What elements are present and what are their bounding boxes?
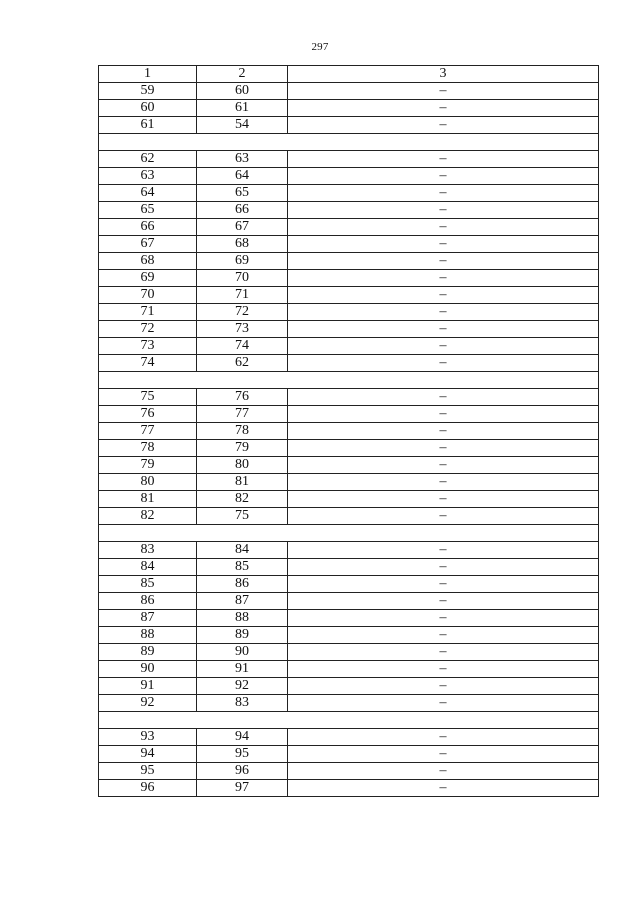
- table-row: [99, 287, 599, 304]
- table-cell-col-2: 74: [197, 338, 288, 355]
- table-cell-col-2: 65: [197, 185, 288, 202]
- table-cell-col-1: 78: [99, 440, 197, 457]
- table-cell-col-2: 67: [197, 219, 288, 236]
- table-cell-col-3: –: [288, 491, 599, 508]
- table-cell-col-1: 61: [99, 117, 197, 134]
- table-row: [99, 746, 599, 763]
- table-cell-col-2: 91: [197, 661, 288, 678]
- table-cell-col-1: 91: [99, 678, 197, 695]
- header-cell-1: 1: [99, 66, 197, 83]
- table-cell-col-1: 60: [99, 100, 197, 117]
- table-cell-col-2: 72: [197, 304, 288, 321]
- table-cell-col-1: 96: [99, 780, 197, 797]
- header-cell-2: 2: [197, 66, 288, 83]
- table-row: [99, 559, 599, 576]
- table-row: [99, 219, 599, 236]
- table-cell-col-1: 66: [99, 219, 197, 236]
- table-cell-col-2: 84: [197, 542, 288, 559]
- header-row: [99, 66, 599, 83]
- table-row: [99, 338, 599, 355]
- table-cell-col-2: 62: [197, 355, 288, 372]
- separator-cell: [99, 712, 599, 729]
- table-row: [99, 100, 599, 117]
- table-row: [99, 644, 599, 661]
- table-cell-col-3: –: [288, 406, 599, 423]
- table-cell-col-2: 77: [197, 406, 288, 423]
- table-cell-col-3: –: [288, 508, 599, 525]
- table-cell-col-1: 68: [99, 253, 197, 270]
- table-row: [99, 270, 599, 287]
- table-cell-col-3: –: [288, 321, 599, 338]
- table-cell-col-2: 69: [197, 253, 288, 270]
- table-cell-col-2: 64: [197, 168, 288, 185]
- table-cell-col-2: 81: [197, 474, 288, 491]
- table-row: [99, 321, 599, 338]
- table-cell-col-1: 88: [99, 627, 197, 644]
- table-cell-col-1: 81: [99, 491, 197, 508]
- table-row: [99, 508, 599, 525]
- table-cell-col-3: –: [288, 593, 599, 610]
- table-cell-col-2: 89: [197, 627, 288, 644]
- table-cell-col-3: –: [288, 542, 599, 559]
- table-cell-col-3: –: [288, 559, 599, 576]
- table-row: [99, 491, 599, 508]
- table-cell-col-3: –: [288, 610, 599, 627]
- table-cell-col-3: –: [288, 83, 599, 100]
- table-cell-col-3: –: [288, 117, 599, 134]
- table-row: [99, 406, 599, 423]
- table-row: [99, 304, 599, 321]
- table-cell-col-1: 70: [99, 287, 197, 304]
- table-cell-col-3: –: [288, 678, 599, 695]
- table-cell-col-3: –: [288, 100, 599, 117]
- separator-cell: [99, 372, 599, 389]
- table-row: [99, 610, 599, 627]
- table-cell-col-1: 74: [99, 355, 197, 372]
- table-row: [99, 780, 599, 797]
- table-cell-col-1: 85: [99, 576, 197, 593]
- table-cell-col-3: –: [288, 338, 599, 355]
- table-cell-col-2: 70: [197, 270, 288, 287]
- table-cell-col-3: –: [288, 168, 599, 185]
- table-cell-col-3: –: [288, 270, 599, 287]
- table-row: [99, 117, 599, 134]
- table-row: [99, 168, 599, 185]
- table-cell-col-2: 75: [197, 508, 288, 525]
- table-row: [99, 661, 599, 678]
- table-cell-col-3: –: [288, 780, 599, 797]
- group-separator-row: [99, 525, 599, 542]
- table-cell-col-1: 86: [99, 593, 197, 610]
- table-row: [99, 474, 599, 491]
- table-cell-col-2: 80: [197, 457, 288, 474]
- table-cell-col-1: 93: [99, 729, 197, 746]
- table-cell-col-2: 76: [197, 389, 288, 406]
- table-cell-col-3: –: [288, 457, 599, 474]
- table-cell-col-2: 88: [197, 610, 288, 627]
- table-cell-col-3: –: [288, 287, 599, 304]
- table-cell-col-1: 65: [99, 202, 197, 219]
- separator-cell: [99, 134, 599, 151]
- table-cell-col-2: 66: [197, 202, 288, 219]
- header-cell-3: 3: [288, 66, 599, 83]
- table-row: [99, 185, 599, 202]
- table-cell-col-3: –: [288, 746, 599, 763]
- table-cell-col-2: 83: [197, 695, 288, 712]
- table-cell-col-3: –: [288, 661, 599, 678]
- table-cell-col-3: –: [288, 474, 599, 491]
- table-row: [99, 593, 599, 610]
- table-cell-col-2: 86: [197, 576, 288, 593]
- table-body: [99, 66, 599, 797]
- table-cell-col-1: 62: [99, 151, 197, 168]
- table-cell-col-3: –: [288, 763, 599, 780]
- table-cell-col-2: 97: [197, 780, 288, 797]
- table-cell-col-3: –: [288, 576, 599, 593]
- table-cell-col-3: –: [288, 219, 599, 236]
- table-row: [99, 695, 599, 712]
- table-cell-col-3: –: [288, 440, 599, 457]
- table-cell-col-2: 71: [197, 287, 288, 304]
- table-cell-col-3: –: [288, 253, 599, 270]
- table-row: [99, 542, 599, 559]
- table-cell-col-1: 75: [99, 389, 197, 406]
- table-row: [99, 678, 599, 695]
- table-row: [99, 355, 599, 372]
- table-cell-col-1: 72: [99, 321, 197, 338]
- table-row: [99, 457, 599, 474]
- table-row: [99, 763, 599, 780]
- table-cell-col-3: –: [288, 695, 599, 712]
- table-cell-col-2: 60: [197, 83, 288, 100]
- table-row: [99, 236, 599, 253]
- table-row: [99, 202, 599, 219]
- table-cell-col-3: –: [288, 423, 599, 440]
- group-separator-row: [99, 134, 599, 151]
- table-cell-col-2: 63: [197, 151, 288, 168]
- table-cell-col-1: 95: [99, 763, 197, 780]
- table-cell-col-2: 90: [197, 644, 288, 661]
- table-cell-col-1: 80: [99, 474, 197, 491]
- separator-cell: [99, 525, 599, 542]
- table-cell-col-2: 87: [197, 593, 288, 610]
- group-separator-row: [99, 712, 599, 729]
- table-cell-col-3: –: [288, 729, 599, 746]
- table-cell-col-1: 76: [99, 406, 197, 423]
- table-cell-col-2: 54: [197, 117, 288, 134]
- table-row: [99, 253, 599, 270]
- table-cell-col-1: 89: [99, 644, 197, 661]
- table-cell-col-1: 92: [99, 695, 197, 712]
- page-number: 297: [311, 41, 329, 53]
- table-cell-col-1: 84: [99, 559, 197, 576]
- table-cell-col-2: 82: [197, 491, 288, 508]
- table-cell-col-3: –: [288, 151, 599, 168]
- table-cell-col-2: 73: [197, 321, 288, 338]
- table-cell-col-2: 96: [197, 763, 288, 780]
- table-cell-col-3: –: [288, 236, 599, 253]
- table-cell-col-3: –: [288, 627, 599, 644]
- table-cell-col-1: 90: [99, 661, 197, 678]
- table-cell-col-2: 94: [197, 729, 288, 746]
- table-row: [99, 440, 599, 457]
- table-row: [99, 627, 599, 644]
- table-cell-col-1: 69: [99, 270, 197, 287]
- table-cell-col-2: 92: [197, 678, 288, 695]
- table-cell-col-3: –: [288, 389, 599, 406]
- table-cell-col-3: –: [288, 185, 599, 202]
- table-cell-col-3: –: [288, 202, 599, 219]
- data-table: [98, 65, 599, 797]
- table-row: [99, 83, 599, 100]
- table-cell-col-3: –: [288, 644, 599, 661]
- table-row: [99, 729, 599, 746]
- table-cell-col-1: 59: [99, 83, 197, 100]
- table-cell-col-2: 85: [197, 559, 288, 576]
- table-cell-col-2: 79: [197, 440, 288, 457]
- table-cell-col-2: 68: [197, 236, 288, 253]
- table-row: [99, 151, 599, 168]
- table-row: [99, 576, 599, 593]
- table-row: [99, 389, 599, 406]
- table-cell-col-1: 67: [99, 236, 197, 253]
- table-cell-col-1: 79: [99, 457, 197, 474]
- table-cell-col-1: 82: [99, 508, 197, 525]
- table-cell-col-2: 95: [197, 746, 288, 763]
- table-cell-col-1: 63: [99, 168, 197, 185]
- table-cell-col-1: 64: [99, 185, 197, 202]
- table-cell-col-1: 83: [99, 542, 197, 559]
- table-cell-col-2: 61: [197, 100, 288, 117]
- table-cell-col-2: 78: [197, 423, 288, 440]
- table-cell-col-3: –: [288, 304, 599, 321]
- table-row: [99, 423, 599, 440]
- group-separator-row: [99, 372, 599, 389]
- table-cell-col-1: 94: [99, 746, 197, 763]
- table-cell-col-3: –: [288, 355, 599, 372]
- table-cell-col-1: 87: [99, 610, 197, 627]
- table-cell-col-1: 73: [99, 338, 197, 355]
- table-cell-col-1: 77: [99, 423, 197, 440]
- table-cell-col-1: 71: [99, 304, 197, 321]
